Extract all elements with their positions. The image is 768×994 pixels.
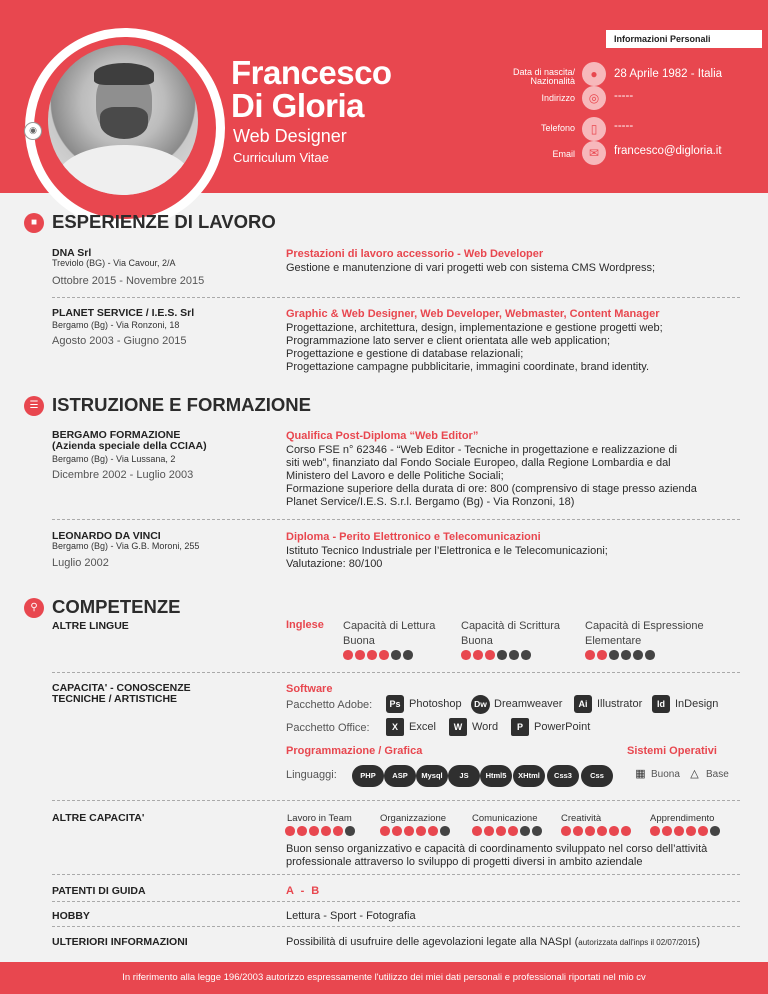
html5-badge: Html5 xyxy=(480,765,512,787)
adobe-label: Pacchetto Adobe: xyxy=(286,699,373,711)
writing-rating xyxy=(461,650,531,660)
rating-dot xyxy=(597,826,607,836)
hobby-label: HOBBY xyxy=(52,910,90,922)
info-tag: Informazioni Personali xyxy=(606,30,762,48)
birth-value: 28 Aprile 1982 - Italia xyxy=(614,68,723,80)
illustrator-label: Illustrator xyxy=(597,698,643,710)
rating-dot xyxy=(585,826,595,836)
photoshop-label: Photoshop xyxy=(409,698,462,710)
excel-icon: X xyxy=(386,718,404,736)
licenses-value: A - B xyxy=(286,885,322,897)
css3-badge: Css3 xyxy=(547,765,579,787)
language-name: Inglese xyxy=(286,619,324,631)
other-skills-label: ALTRE CAPACITA' xyxy=(52,812,145,824)
rating-dot xyxy=(391,650,401,660)
job-title: Prestazioni di lavoro accessorio - Web Developer xyxy=(286,248,544,260)
rating-dot xyxy=(379,650,389,660)
education-title: ISTRUZIONE E FORMAZIONE xyxy=(52,394,311,415)
xhtml-badge: XHtml xyxy=(513,765,545,787)
school-name: BERGAMO FORMAZIONE (Azienda speciale della CCIAA) xyxy=(52,429,207,452)
rating-dot xyxy=(621,826,631,836)
technical-skills-label: CAPACITA' - CONOSCENZE TECNICHE / ARTISTICHE xyxy=(52,682,191,705)
divider xyxy=(52,901,740,902)
rating-dot xyxy=(662,826,672,836)
windows-icon: ▦ xyxy=(635,768,646,780)
rating-dot xyxy=(633,650,643,660)
reading-skill: Capacità di Lettura Buona xyxy=(343,620,436,647)
powerpoint-label: PowerPoint xyxy=(534,721,591,733)
rating-dot xyxy=(686,826,696,836)
rating-dot xyxy=(367,650,377,660)
user-icon: ● xyxy=(582,62,606,86)
programming-languages-label: Linguaggi: xyxy=(286,769,337,781)
qualification-title: Diploma - Perito Elettronico e Telecomunicazioni xyxy=(286,531,541,543)
photoshop-icon: Ps xyxy=(386,695,404,713)
rating-dot xyxy=(573,826,583,836)
divider xyxy=(52,297,740,298)
rating-dot xyxy=(621,650,631,660)
rating-dot xyxy=(403,650,413,660)
rating-dot xyxy=(484,826,494,836)
rating-dot xyxy=(343,650,353,660)
rating-dot xyxy=(496,826,506,836)
powerpoint-icon: P xyxy=(511,718,529,736)
css-badge: Css xyxy=(581,765,613,787)
job-title: Graphic & Web Designer, Web Developer, Webmaster, Content Manager xyxy=(286,308,660,320)
rating-dot xyxy=(285,826,295,836)
excel-label: Excel xyxy=(409,721,436,733)
rating-dot xyxy=(392,826,402,836)
divider xyxy=(52,874,740,875)
php-badge: PHP xyxy=(352,765,384,787)
rating-dot xyxy=(698,826,708,836)
profile-photo xyxy=(48,45,198,195)
rating-dot xyxy=(428,826,438,836)
rating-dot xyxy=(472,826,482,836)
organization-rating xyxy=(380,826,450,836)
teamwork-label: Lavoro in Team xyxy=(287,813,352,824)
school-name: LEONARDO DA VINCI xyxy=(52,530,161,542)
address-label: Indirizzo xyxy=(541,93,575,103)
rating-dot xyxy=(508,826,518,836)
qualification-title: Qualifica Post-Diploma “Web Editor” xyxy=(286,430,479,442)
rating-dot xyxy=(473,650,483,660)
word-label: Word xyxy=(472,721,499,733)
school-dates: Dicembre 2002 - Luglio 2003 xyxy=(52,469,194,481)
rating-dot xyxy=(309,826,319,836)
envelope-icon: ✉ xyxy=(582,141,606,165)
linux-icon: △ xyxy=(690,768,699,780)
rating-dot xyxy=(532,826,542,836)
programming-title: Programmazione / Grafica xyxy=(286,745,423,757)
rating-dot xyxy=(597,650,607,660)
rating-dot xyxy=(509,650,519,660)
illustrator-icon: Ai xyxy=(574,695,592,713)
company-location: Treviolo (BG) - Via Cavour, 2/A xyxy=(52,258,176,268)
rating-dot xyxy=(585,650,595,660)
languages-label: ALTRE LINGUE xyxy=(52,620,129,632)
job-dates: Ottobre 2015 - Novembre 2015 xyxy=(52,275,205,287)
search-icon: ⚲ xyxy=(24,598,44,618)
rating-dot xyxy=(497,650,507,660)
speaking-skill: Capacità di Espressione Elementare xyxy=(585,620,704,647)
rating-dot xyxy=(521,650,531,660)
rating-dot xyxy=(333,826,343,836)
job-description: Progettazione, architettura, design, implementazione e gestione progetti web; Programmazione lato server e client orientata alle web application; Progettazione e gestione di database relazionali; Progettazione campagne pubblicitarie, immagini coordinate, brand identity. xyxy=(286,322,663,373)
birth-label: Data di nascita/ Nazionalità xyxy=(512,67,575,86)
rating-dot xyxy=(609,826,619,836)
email-value[interactable]: francesco@digloria.it xyxy=(614,145,722,157)
more-info-label: ULTERIORI INFORMAZIONI xyxy=(52,936,188,948)
company-location: Bergamo (Bg) - Via Ronzoni, 18 xyxy=(52,320,180,330)
divider xyxy=(52,800,740,801)
briefcase-icon: ■ xyxy=(24,213,44,233)
job-role: Web Designer xyxy=(233,126,347,146)
divider xyxy=(52,519,740,520)
privacy-footer: In riferimento alla legge 196/2003 autorizzo espressamente l'utilizzo dei miei dati personali e professionali riportati nel mio cv xyxy=(0,962,768,994)
avatar-icon: ◉ xyxy=(24,122,42,140)
word-icon: W xyxy=(449,718,467,736)
indesign-label: InDesign xyxy=(675,698,719,710)
rating-dot xyxy=(650,826,660,836)
rating-dot xyxy=(710,826,720,836)
rating-dot xyxy=(416,826,426,836)
dreamweaver-icon: Dw xyxy=(471,695,490,714)
learning-rating xyxy=(650,826,720,836)
more-info-value: Possibilità di usufruire delle agevolazioni legate alla NASpI (autorizzata dall'inps il 02/07/2015) xyxy=(286,936,701,948)
licenses-label: PATENTI DI GUIDA xyxy=(52,885,146,897)
asp-badge: ASP xyxy=(384,765,416,787)
linux-level: Base xyxy=(706,769,729,780)
divider xyxy=(52,672,740,673)
teamwork-rating xyxy=(285,826,355,836)
speaking-rating xyxy=(585,650,655,660)
js-badge: JS xyxy=(448,765,480,787)
location-pin-icon: ◎ xyxy=(582,86,606,110)
rating-dot xyxy=(561,826,571,836)
phone-value: ----- xyxy=(614,120,634,132)
writing-skill: Capacità di Scrittura Buona xyxy=(461,620,561,647)
rating-dot xyxy=(609,650,619,660)
qualification-description: Istituto Tecnico Industriale per l’Elettronica e le Telecomunicazioni; Valutazione: 80/100 xyxy=(286,545,608,570)
school-location: Bergamo (Bg) - Via G.B. Moroni, 255 xyxy=(52,541,200,551)
communication-label: Comunicazione xyxy=(472,813,538,824)
hobby-value: Lettura - Sport - Fotografia xyxy=(286,910,416,922)
other-skills-description: Buon senso organizzativo e capacità di coordinamento sviluppato nel corso dell’attività professionale attraverso lo sviluppo di progetti diversi in ambito aziendale xyxy=(286,843,708,868)
phone-label: Telefono xyxy=(540,123,575,133)
rating-dot xyxy=(674,826,684,836)
learning-label: Apprendimento xyxy=(650,813,715,824)
first-name: Francesco xyxy=(231,54,392,91)
skills-title: COMPETENZE xyxy=(52,596,181,617)
creativity-rating xyxy=(561,826,631,836)
communication-rating xyxy=(472,826,542,836)
last-name: Di Gloria xyxy=(231,87,365,124)
mysql-badge: Mysql xyxy=(416,765,448,787)
rating-dot xyxy=(297,826,307,836)
school-location: Bergamo (Bg) - Via Lussana, 2 xyxy=(52,454,176,464)
indesign-icon: Id xyxy=(652,695,670,713)
rating-dot xyxy=(461,650,471,660)
email-label: Email xyxy=(552,149,575,159)
phone-icon: ▯ xyxy=(582,117,606,141)
organization-label: Organizzazione xyxy=(380,813,447,824)
rating-dot xyxy=(345,826,355,836)
divider xyxy=(52,926,740,927)
office-label: Pacchetto Office: xyxy=(286,722,370,734)
job-description: Gestione e manutenzione di vari progetti web con sistema CMS Wordpress; xyxy=(286,262,656,274)
software-title: Software xyxy=(286,683,333,695)
company-name: DNA Srl xyxy=(52,247,92,259)
rating-dot xyxy=(355,650,365,660)
school-dates: Luglio 2002 xyxy=(52,557,109,569)
os-title: Sistemi Operativi xyxy=(627,745,717,757)
rating-dot xyxy=(440,826,450,836)
cv-subtitle: Curriculum Vitae xyxy=(233,150,329,165)
rating-dot xyxy=(645,650,655,660)
creativity-label: Creatività xyxy=(561,813,602,824)
reading-rating xyxy=(343,650,413,660)
dreamweaver-label: Dreamweaver xyxy=(494,698,563,710)
qualification-description: Corso FSE n° 62346 - “Web Editor - Tecniche in progettazione e realizzazione di siti web”, finanziato dal Fondo Sociale Europeo, dalla Regione Lombardia e dal Ministero del Lavoro e delle Politiche Sociali; Formazione superiore della durata di ore: 800 (comprensivo di stage presso azienda Planet Service/I.E.S. S.r.l. Bergamo (Bg) - Via Ronzoni, 18) xyxy=(286,444,697,508)
rating-dot xyxy=(404,826,414,836)
rating-dot xyxy=(321,826,331,836)
job-dates: Agosto 2003 - Giugno 2015 xyxy=(52,335,187,347)
rating-dot xyxy=(485,650,495,660)
experience-title: ESPERIENZE DI LAVORO xyxy=(52,211,276,232)
book-icon: ☰ xyxy=(24,396,44,416)
company-name: PLANET SERVICE / I.E.S. Srl xyxy=(52,307,195,319)
windows-level: Buona xyxy=(651,769,680,780)
rating-dot xyxy=(520,826,530,836)
rating-dot xyxy=(380,826,390,836)
address-value: ----- xyxy=(614,90,634,102)
